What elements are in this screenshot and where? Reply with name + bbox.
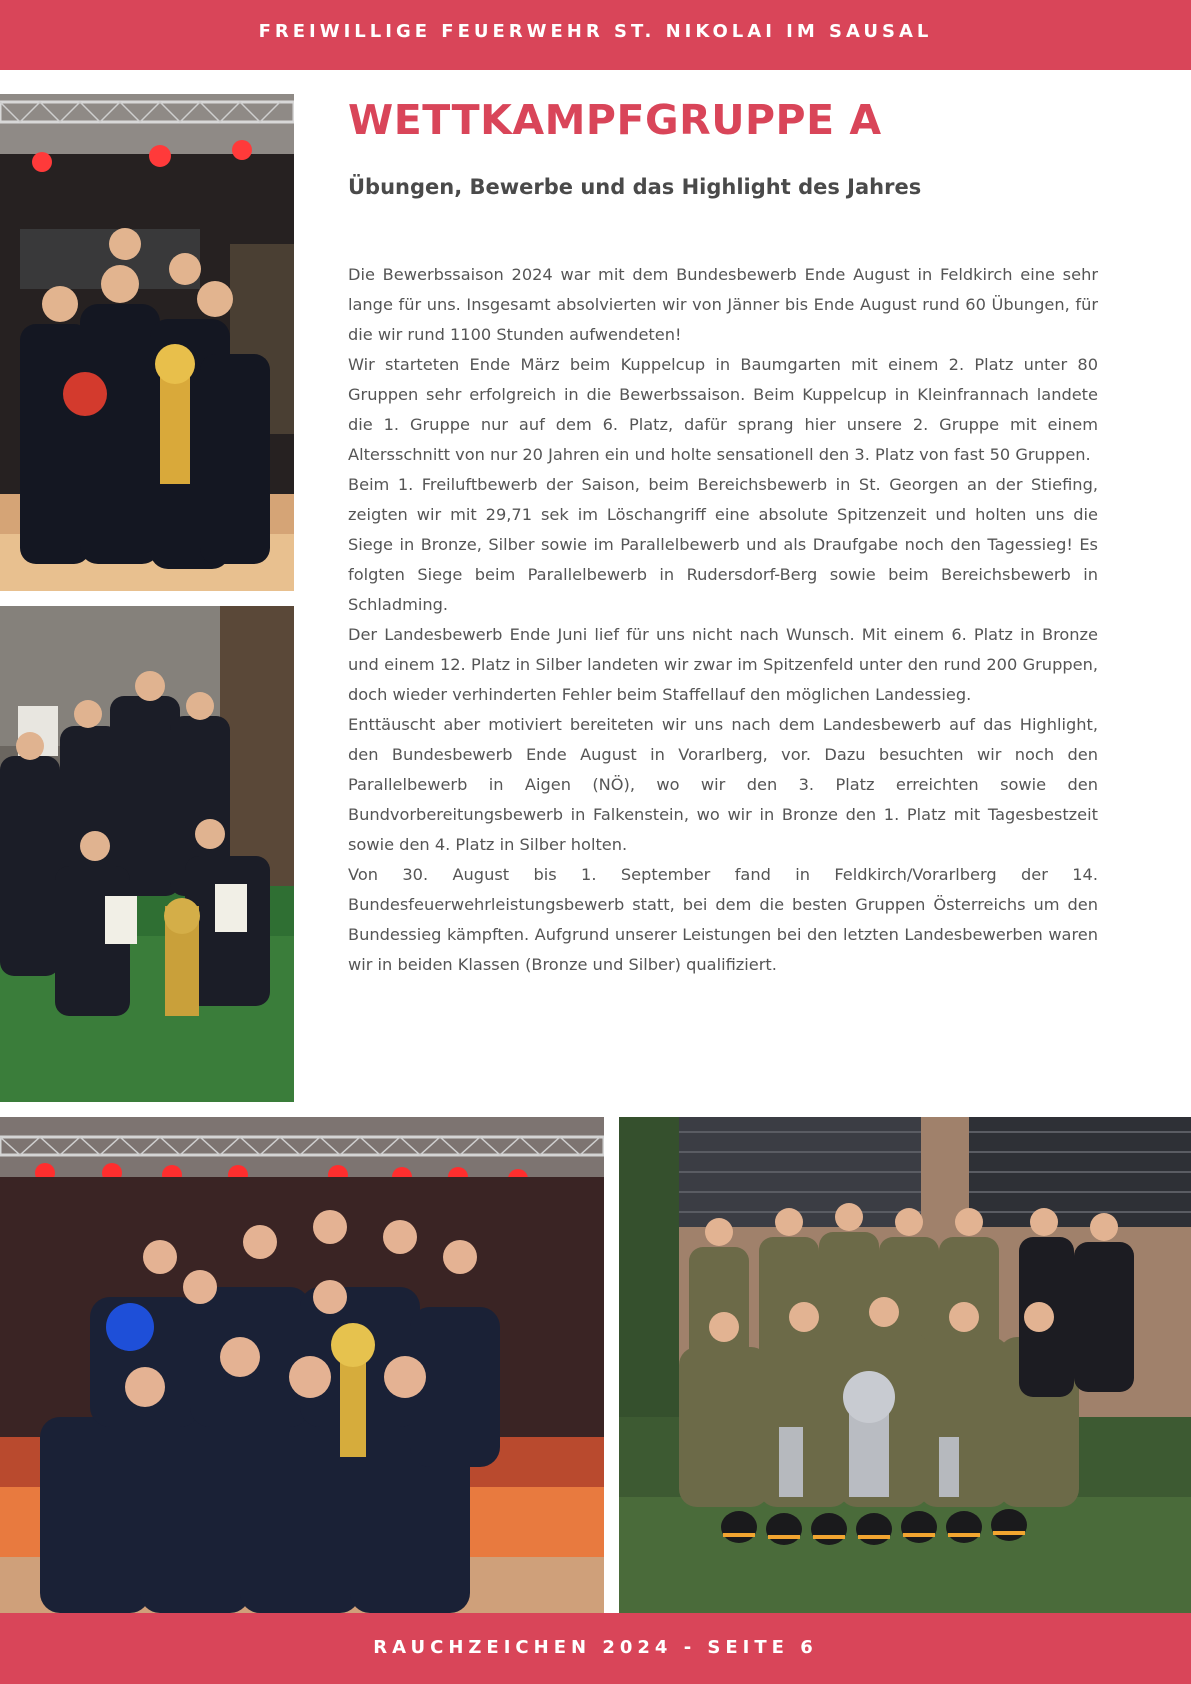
body-paragraph: Die Bewerbssaison 2024 war mit dem Bundesbewerb Ende August in Feldkirch eine sehr lange für uns. Insgesamt absolvierten wir von Jänner bis Ende August rund 60 Übungen, für die wir rund 1100 Stunden aufwendeten! <box>348 265 1098 344</box>
article-subtitle: Übungen, Bewerbe und das Highlight des Jahres <box>348 175 922 199</box>
photo-team-medals-certificates <box>0 606 294 1102</box>
footer-banner-text: RAUCHZEICHEN 2024 - SEITE 6 <box>373 1637 818 1658</box>
photo-celebration-stage <box>0 1117 604 1613</box>
header-banner <box>0 0 1191 70</box>
body-paragraph: Enttäuscht aber motiviert bereiteten wir uns nach dem Landesbewerb auf das Highlight, den Bundesbewerb Ende August in Vorarlberg, vor. Dazu besuchten wir noch den Parallelbewerb in Aigen (NÖ), wo wir den 3. Platz erreichten sowie den Bundvorbereitungsbewerb in Falkenstein, wo wir in Bronze den 1. Platz mit Tagesbestzeit sowie den 4. Platz in Silber holten. <box>348 715 1098 854</box>
article-body <box>348 260 1098 980</box>
photo-team-stage-trophy <box>0 94 294 591</box>
body-paragraph: Wir starteten Ende März beim Kuppelcup in Baumgarten mit einem 2. Platz unter 80 Gruppen sehr erfolgreich in die Bewerbssaison. Beim Kuppelcup in Kleinfrannach landete die 1. Gruppe nur auf dem 6. Platz, dafür sprang hier unsere 2. Gruppe mit einem Altersschnitt von nur 20 Jahren ein und holte sensationell den 3. Platz von fast 50 Gruppen. <box>348 355 1098 464</box>
body-paragraph: Von 30. August bis 1. September fand in Feldkirch/Vorarlberg der 14. Bundesfeuerwehrleistungsbewerb statt, bei dem die besten Gruppen Österreichs um den Bundessieg kämpften. Aufgrund unserer Leistungen bei den letzten Landesbewerben waren wir in beiden Klassen (Bronze und Silber) qualifiziert. <box>348 865 1098 974</box>
photo-team-trophies-helmets <box>619 1117 1191 1613</box>
header-banner-text: FREIWILLIGE FEUERWEHR ST. NIKOLAI IM SAUSAL <box>258 21 933 42</box>
footer-banner <box>0 1613 1191 1684</box>
body-paragraph: Beim 1. Freiluftbewerb der Saison, beim Bereichsbewerb in St. Georgen an der Stiefing, zeigten wir mit 29,71 sek im Löschangriff eine absolute Spitzenzeit und holten uns die Siege in Bronze, Silber sowie im Parallelbewerb und als Draufgabe noch den Tagessieg! Es folgten Siege beim Parallelbewerb in Rudersdorf-Berg sowie beim Bereichsbewerb in Schladming. <box>348 475 1098 614</box>
article-title: WETTKAMPFGRUPPE A <box>348 96 882 144</box>
body-paragraph: Der Landesbewerb Ende Juni lief für uns nicht nach Wunsch. Mit einem 6. Platz in Bronze und einem 12. Platz in Silber landeten wir zwar im Spitzenfeld unter den rund 200 Gruppen, doch wieder verhinderten Fehler beim Staffellauf den möglichen Landessieg. <box>348 625 1098 704</box>
